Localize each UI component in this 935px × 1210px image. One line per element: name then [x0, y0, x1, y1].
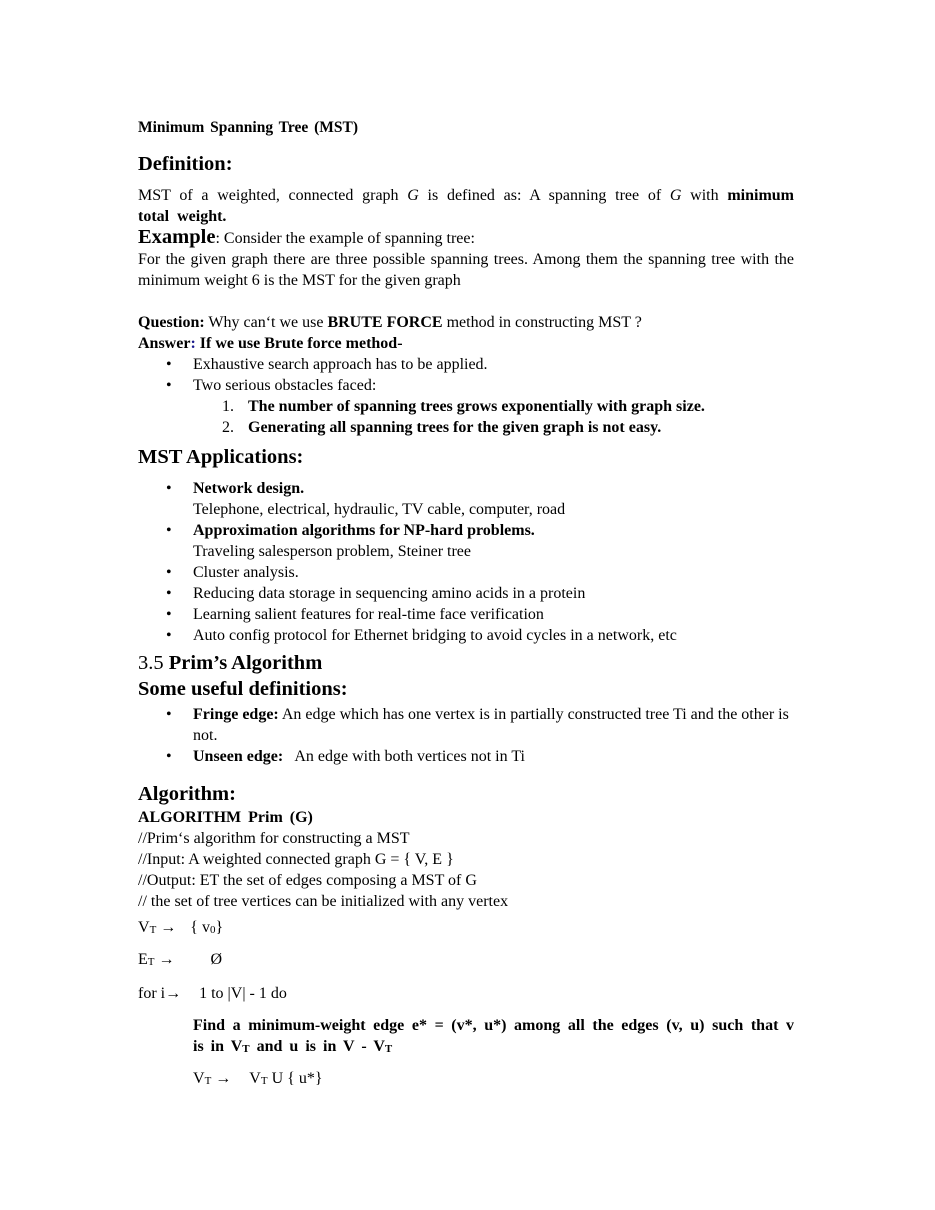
- example-line: Example: Consider the example of spanning tree:: [138, 226, 475, 248]
- algorithm-name: ALGORITHM Prim (G): [138, 809, 313, 826]
- example-label: Example: [138, 226, 216, 248]
- list-item: • Approximation algorithms for NP-hard problems. Traveling salesperson problem, Steiner tree: [138, 520, 794, 562]
- definition-heading: Definition:: [138, 153, 233, 175]
- question-label: Question:: [138, 314, 205, 331]
- algorithm-comment: //Prim‘s algorithm for constructing a MST: [138, 830, 410, 847]
- algorithm-comment: //Input: A weighted connected graph G = { V, E }: [138, 851, 454, 868]
- for-loop-line: for i→ 1 to |V| - 1 do: [138, 985, 287, 1002]
- et-init-line: ET → Ø: [138, 951, 223, 968]
- list-item: 1. The number of spanning trees grows exponentially with graph size.: [222, 398, 705, 415]
- answer-label: Answer: [138, 335, 191, 352]
- algorithm-heading: Algorithm:: [138, 783, 236, 805]
- question-line: Question: Why can‘t we use BRUTE FORCE method in constructing MST ?: [138, 314, 642, 331]
- list-item: 2. Generating all spanning trees for the given graph is not easy.: [222, 419, 662, 436]
- applications-list: [138, 478, 794, 646]
- list-item: • Exhaustive search approach has to be applied.: [138, 354, 794, 375]
- list-item: • Cluster analysis.: [138, 562, 794, 583]
- definition-text: MST of a weighted, connected graph G is defined as: A spanning tree of G with minimum total weight.: [138, 187, 794, 225]
- brute-force-bullets: [138, 354, 794, 396]
- prims-heading: 3.5 Prim’s Algorithm: [138, 652, 323, 674]
- vt-update-line: VT → VT U { u*}: [193, 1070, 323, 1087]
- obstacles-list: [138, 396, 794, 438]
- list-item: • Network design. Telephone, electrical, hydraulic, TV cable, computer, road: [138, 478, 794, 520]
- algorithm-comment: // the set of tree vertices can be initialized with any vertex: [138, 893, 509, 910]
- list-item: • Reducing data storage in sequencing amino acids in a protein: [138, 583, 794, 604]
- document-title: Minimum Spanning Tree (MST): [138, 119, 359, 136]
- example-paragraph: For the given graph there are three possible spanning trees. Among them the spanning tree with the minimum weight 6 is the MST for the given graph: [138, 251, 794, 289]
- find-edge-step: Find a minimum-weight edge e* = (v*, u*) among all the edges (v, u) such that v is in VT and u is in V - VT: [193, 1017, 794, 1055]
- answer-line: Answer: If we use Brute force method-: [138, 335, 403, 352]
- vt-init-line: VT → { v0}: [138, 919, 224, 936]
- list-item: • Auto config protocol for Ethernet bridging to avoid cycles in a network, etc: [138, 625, 794, 646]
- list-item: • Learning salient features for real-time face verification: [138, 604, 794, 625]
- document-content: [138, 117, 794, 1092]
- list-item: • Two serious obstacles faced:: [138, 375, 794, 396]
- definitions-list: [138, 704, 794, 767]
- list-item: • Fringe edge: An edge which has one vertex is in partially constructed tree Ti and the other is not.: [138, 704, 794, 746]
- algorithm-comment: //Output: ET the set of edges composing a MST of G: [138, 872, 477, 889]
- useful-definitions-heading: Some useful definitions:: [138, 678, 348, 700]
- list-item: • Unseen edge: An edge with both vertices not in Ti: [138, 746, 794, 767]
- applications-heading: MST Applications:: [138, 446, 304, 468]
